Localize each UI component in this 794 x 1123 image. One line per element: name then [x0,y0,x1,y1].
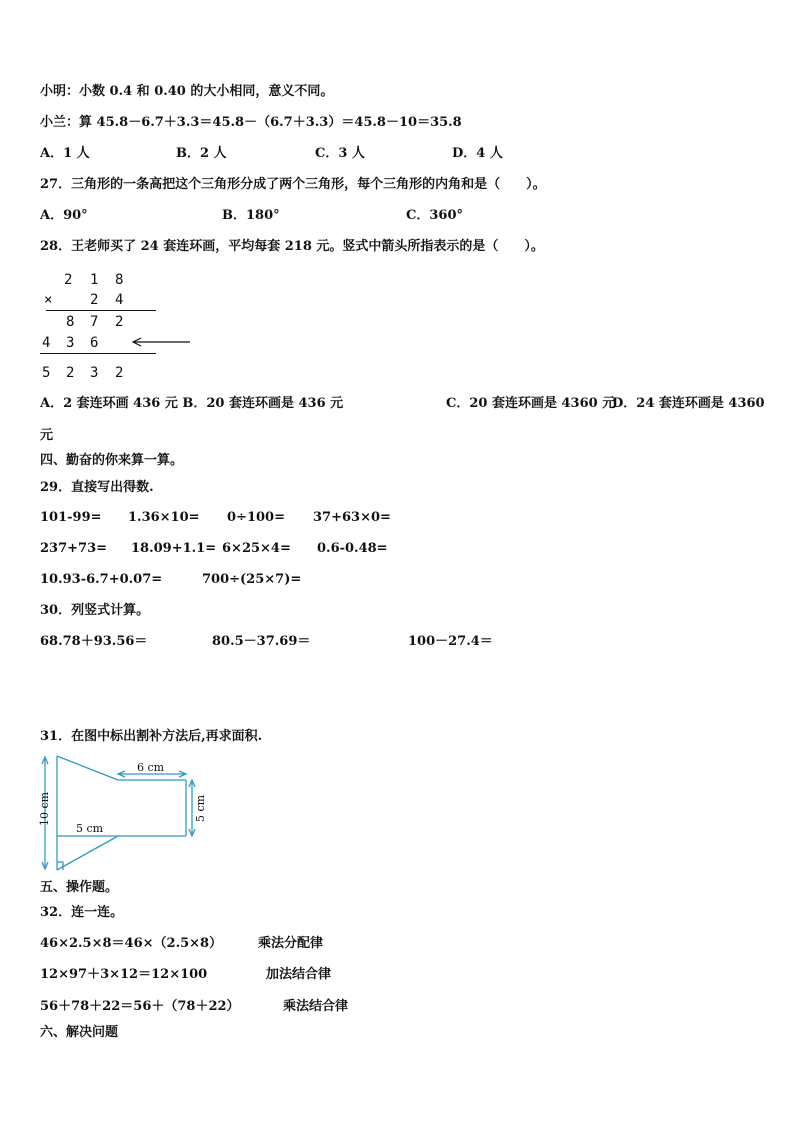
digit: 3 [90,365,99,381]
digit: 8 [66,314,75,330]
match-left-item: 56＋78＋22＝56＋（78＋22） [40,999,240,1014]
digit: 4 [42,335,51,351]
digit: 2 [115,365,124,381]
q27-option-b: B．180° [222,208,280,223]
q29-stem: 29．直接写出得数. [40,480,154,495]
label-right: 5 cm [194,794,207,822]
q32-stem: 32．连一连。 [40,905,124,920]
q28-option-ab: A．2 套连环画 436 元 B．20 套连环画是 436 元 [40,396,344,411]
calc-item: 101-99= [40,510,102,525]
times-sign: × [44,292,53,308]
q27-stem: 27．三角形的一条高把这个三角形分成了两个三角形，每个三角形的内角和是（ ）。 [40,177,546,192]
digit: 5 [42,365,51,381]
match-right-item: 加法结合律 [266,967,332,982]
match-right-item: 乘法结合律 [283,999,349,1014]
q28-option-d: D．24 套连环画是 4360 [612,396,765,411]
q26-option-b: B．2 人 [176,146,227,161]
digit: 2 [115,314,124,330]
digit: 8 [115,272,124,288]
q28-stem: 28．王老师买了 24 套连环画，平均每套 218 元。竖式中箭头所指表示的是（ ）。 [40,239,544,254]
calc-item: 0÷100= [227,510,285,525]
vertical-calc-item: 80.5－37.69＝ [212,634,311,649]
digit: 4 [115,292,124,308]
calc-item: 237+73= [40,541,108,556]
label-top: 6 cm [137,761,165,774]
q28-option-d-wrap: 元 [40,428,54,443]
q27-option-a: A．90° [40,208,88,223]
match-right-item: 乘法分配律 [258,936,324,951]
vertical-calc-item: 68.78＋93.56＝ [40,634,148,649]
calc-item: 18.09+1.1= [131,541,217,556]
q26-option-c: C．3 人 [315,146,365,161]
calc-item: 0.6-0.48= [317,541,388,556]
match-left-item: 46×2.5×8＝46×（2.5×8） [40,936,223,951]
arrow-left-icon [130,336,192,348]
calc-item: 37+63×0= [313,510,391,525]
calc-item: 1.36×10= [128,510,200,525]
q30-stem: 30．列竖式计算。 [40,603,150,618]
q26-option-d: D．4 人 [452,146,503,161]
q28-option-c: C．20 套连环画是 4360 元 [446,396,616,411]
section-title: 六、解决问题 [40,1025,119,1040]
q31-stem: 31．在图中标出割补方法后,再求面积. [40,729,263,744]
digit: 2 [66,365,75,381]
q26-line-ming: 小明：小数 0.4 和 0.40 的大小相同，意义不同。 [40,84,334,99]
digit: 3 [66,335,75,351]
q26-line-lan: 小兰：算 45.8－6.7＋3.3＝45.8－（6.7＋3.3）＝45.8－10＝35.8 [40,115,462,130]
rule-line [46,310,156,311]
calc-item: 10.93-6.7+0.07= [40,572,163,587]
composite-shape-figure [34,752,214,876]
digit: 1 [90,272,99,288]
label-mid: 5 cm [76,822,104,835]
q27-option-c: C．360° [406,208,463,223]
section-title: 五、操作题。 [40,880,119,895]
rule-line [40,353,156,354]
vertical-calc-item: 100－27.4＝ [408,634,493,649]
digit: 6 [90,335,99,351]
calc-item: 700÷(25×7)= [202,572,302,587]
q26-option-a: A．1 人 [40,146,90,161]
calc-item: 6×25×4= [222,541,291,556]
digit: 2 [64,272,73,288]
digit: 2 [90,292,99,308]
match-left-item: 12×97＋3×12＝12×100 [40,967,208,982]
section-title: 四、勤奋的你来算一算。 [40,453,184,468]
digit: 7 [90,314,99,330]
label-left: 10 cm [38,791,51,826]
